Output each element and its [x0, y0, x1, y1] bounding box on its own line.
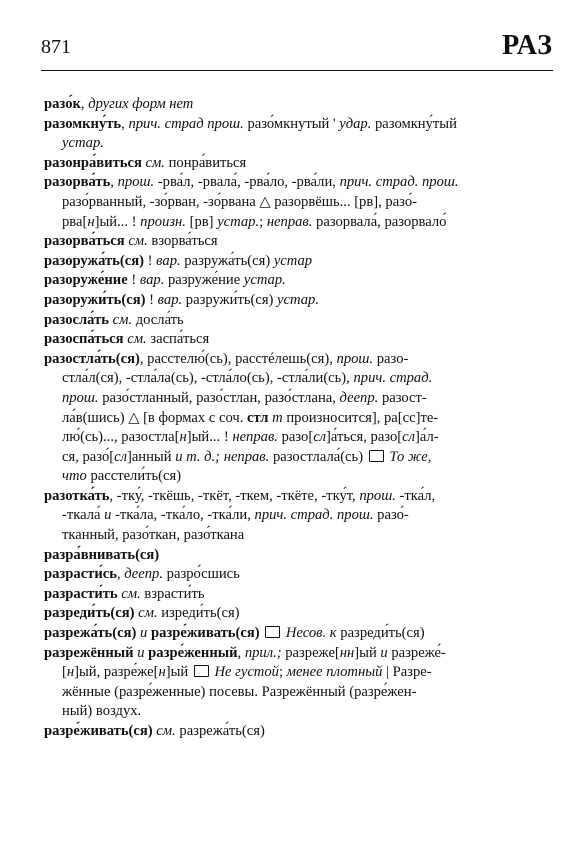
italic-label: сл — [313, 429, 327, 446]
dictionary-entry — [44, 585, 554, 605]
entry-text: , — [116, 566, 125, 583]
entry-first-line — [44, 252, 554, 272]
italic-label: н — [158, 664, 166, 681]
entry-text: лю́(сь)..., разостла[ — [62, 429, 180, 446]
entry-continuation-line — [62, 683, 554, 703]
italic-label: менее плотный — [286, 664, 383, 681]
entry-continuation-line — [62, 193, 554, 213]
italic-label: сл — [402, 429, 415, 446]
entry-text: произносится], ра[с — [282, 409, 410, 426]
entry-text: -рва́л, -рвала́, -рва́ло, -рва́ли, — [154, 174, 340, 191]
entry-first-line — [44, 154, 554, 174]
headword: разоспа́ться — [44, 331, 124, 348]
entry-first-line — [44, 291, 554, 311]
entry-text: -тка́ла, -тка́ло, -тка́ли, — [111, 507, 255, 524]
entry-text: ]а́л- — [414, 429, 439, 446]
entry-continuation-line — [62, 134, 554, 154]
running-head: РАЗ — [502, 30, 553, 61]
italic-label: н — [66, 664, 75, 681]
italic-label: Не густой — [214, 664, 279, 681]
italic-label: прич. страд. — [353, 370, 433, 387]
entry-text — [260, 625, 264, 641]
headword: разра́внивать(ся) — [44, 546, 160, 563]
dictionary-entry — [44, 330, 554, 350]
italic-label: удар. — [339, 115, 372, 132]
entry-first-line — [44, 232, 554, 252]
entry-first-line — [44, 624, 554, 644]
entry-text: разо́рванный, -зо́рван, -зо́рвана △ разорвёшь... [рв — [62, 193, 374, 210]
italic-label: произн. — [140, 213, 186, 230]
entry-text: взорва́ться — [147, 233, 218, 250]
headword: разо́к — [44, 96, 81, 112]
headword: разрежённый — [44, 644, 134, 661]
entry-text: разрежа́ть(ся) — [175, 723, 265, 739]
dictionary-entry — [44, 173, 554, 232]
entry-text: ся, разо́[ — [62, 448, 115, 465]
headword: разорва́ть — [44, 174, 111, 191]
entry-text: ]ый... ! — [94, 213, 141, 230]
italic-label: прош. — [62, 389, 99, 406]
entry-text: ]ый — [165, 664, 192, 681]
italic-label: других форм нет — [88, 96, 194, 112]
entry-first-line — [44, 173, 554, 193]
entry-continuation-line — [62, 702, 554, 722]
italic-label: и — [380, 644, 388, 661]
entry-text: в — [201, 213, 209, 230]
entry-continuation-line — [62, 448, 554, 468]
entry-text: разружи́ть(ся) — [182, 291, 278, 308]
entry-first-line — [44, 350, 554, 370]
entry-text: разреди́ть(ся) — [336, 625, 425, 642]
entry-continuation-line — [62, 663, 554, 683]
italic-label: вар. — [139, 272, 165, 289]
entry-text: разо́стланный, разо́стлан, разо́стлана, — [98, 389, 340, 406]
entry-text: ; — [278, 664, 287, 681]
definition-box-icon — [265, 626, 280, 638]
italic-label: деепр. — [124, 566, 164, 583]
entry-continuation-line — [62, 369, 554, 389]
entry-continuation-line — [62, 409, 554, 429]
entry-text: ]ый, разре́же[ — [74, 664, 159, 681]
entry-text: | Разре- — [382, 664, 432, 681]
header-rule — [41, 70, 553, 71]
dictionary-entry — [44, 291, 554, 311]
entry-text: разруже́ние — [164, 272, 244, 289]
headword: разорва́ться — [44, 233, 125, 250]
headword: стл — [247, 409, 269, 426]
italic-label: прош. — [117, 174, 155, 191]
italic-label: и — [104, 507, 112, 524]
entry-text: разомкну́тый — [371, 115, 457, 132]
dictionary-entry — [44, 487, 554, 546]
entry-text: разо́мкнутый ' — [243, 115, 340, 132]
dictionary-entry — [44, 644, 554, 722]
entry-text: ]ый... ! — [186, 429, 233, 446]
entry-text: ]те- — [415, 409, 439, 426]
entry-first-line — [44, 722, 554, 742]
entry-text: , -тку́, -ткёшь, -ткёт, -ткем, -ткёте, -тку́т, — [109, 487, 360, 504]
entry-text: [ — [62, 664, 67, 681]
headword: разотка́ть — [44, 487, 110, 504]
italic-label: вар. — [157, 291, 183, 308]
entry-text: расстели́ть(ся) — [86, 468, 182, 485]
definition-box-icon — [194, 665, 209, 677]
entry-text: ]анный — [126, 448, 176, 465]
dictionary-entry — [44, 604, 554, 624]
entry-continuation-line — [62, 506, 554, 526]
headword: разоружа́ть(ся) — [44, 252, 144, 269]
italic-label: прич. страд. прош. — [254, 507, 374, 524]
dictionary-entry — [44, 350, 554, 487]
entry-text: разост- — [378, 389, 427, 406]
italic-label: неправ. — [232, 429, 278, 446]
entry-text: , — [80, 96, 89, 112]
entry-text: ] — [208, 213, 218, 230]
entry-first-line — [44, 271, 554, 291]
entry-first-line — [44, 487, 554, 507]
italic-label: н — [179, 429, 187, 446]
italic-label: неправ. — [266, 213, 313, 230]
headword: разоруже́ние — [44, 272, 128, 289]
entry-text: разреже[ — [281, 644, 340, 661]
entry-continuation-line — [62, 389, 554, 409]
entry-text: понра́виться — [164, 154, 247, 171]
italic-label: прил.; — [244, 644, 282, 661]
entry-text: ный) воздух. — [62, 703, 142, 720]
italic-label: см. — [128, 233, 148, 250]
entry-continuation-line — [62, 428, 554, 448]
italic-label: устар — [273, 252, 313, 269]
entry-first-line — [44, 95, 554, 115]
entry-text: разреже́- — [387, 644, 446, 661]
headword: разрежа́ть(ся) — [44, 625, 137, 642]
entry-first-line — [44, 604, 554, 624]
entry-text: рва[ — [62, 213, 88, 230]
italic-label: прош. — [359, 487, 396, 504]
entry-first-line — [44, 644, 554, 664]
italic-label: вар. — [156, 252, 181, 269]
headword: разрасти́ть — [44, 585, 118, 602]
entry-first-line — [44, 585, 554, 605]
entry-text: разо- — [373, 350, 409, 367]
entries-list — [44, 95, 554, 742]
headword: разостла́ть(ся) — [44, 350, 140, 367]
headword: разосла́ть — [44, 311, 109, 328]
headword: разре́живать(ся) — [44, 723, 153, 739]
dictionary-entry — [44, 624, 554, 644]
entry-text: жённые (разре́женные) посевы. Разрежённый (разре́жен- — [62, 683, 417, 700]
italic-label: см. — [112, 311, 133, 328]
entry-text: разорвала́, разорвало́ — [312, 213, 447, 230]
headword: разонра́виться — [44, 154, 142, 171]
dictionary-entry — [44, 565, 554, 585]
entry-text: , — [237, 644, 245, 661]
italic-label: То же, — [389, 448, 432, 465]
entry-first-line — [44, 115, 554, 135]
definition-box-icon — [369, 450, 384, 462]
entry-text: ], разо́- — [373, 193, 418, 210]
entry-text: с — [409, 409, 416, 426]
dictionary-entry — [44, 232, 554, 252]
entry-continuation-line — [62, 526, 554, 546]
entry-text: , расстелю́(сь), расстéлешь(ся), — [139, 350, 337, 367]
entry-text: ла́в(шись) △ [в формах с соч. — [62, 409, 248, 426]
entry-text: ! — [144, 252, 157, 269]
italic-label: и — [137, 644, 145, 661]
dictionary-entry — [44, 95, 554, 115]
entry-continuation-line — [62, 213, 554, 233]
entry-text: [р — [185, 213, 202, 230]
italic-label: см. — [127, 331, 147, 348]
italic-label: см. — [156, 723, 176, 739]
italic-label: Несов. — [285, 625, 327, 642]
italic-label: устар. — [62, 135, 104, 152]
headword: разомкну́ть — [44, 115, 122, 132]
entry-first-line — [44, 330, 554, 350]
dictionary-entry — [44, 311, 554, 331]
headword: разре́женный — [148, 644, 238, 661]
italic-label: сл — [114, 448, 127, 465]
entry-text: взрасти́ть — [140, 585, 205, 602]
entry-text: , — [121, 115, 129, 132]
headword: разре́живать(ся) — [150, 625, 260, 642]
entry-text: разружа́ть(ся) — [180, 252, 274, 269]
dictionary-entry — [44, 271, 554, 291]
entry-continuation-line — [62, 467, 554, 487]
italic-label: н — [87, 213, 95, 230]
headword: разоружи́ть(ся) — [44, 291, 146, 308]
dictionary-entry — [44, 546, 554, 566]
italic-label: и — [140, 625, 148, 642]
italic-label: деепр. — [339, 389, 379, 406]
entry-text: -ткала́ — [62, 507, 105, 524]
italic-label: устар. — [217, 213, 260, 230]
entry-text: ; — [259, 213, 267, 230]
italic-label: прош. — [336, 350, 374, 367]
italic-label: что — [62, 468, 87, 485]
italic-label: к — [329, 625, 337, 642]
italic-label: см. — [138, 605, 158, 622]
entry-text: разро́сшись — [163, 566, 240, 583]
entry-first-line — [44, 311, 554, 331]
entry-text: ! — [127, 272, 140, 289]
dictionary-entry — [44, 115, 554, 154]
entry-first-line — [44, 565, 554, 585]
italic-label: и т. д.; — [175, 448, 221, 465]
italic-label: устар. — [277, 291, 319, 308]
entry-text: досла́ть — [132, 311, 184, 328]
italic-label: нн — [339, 644, 355, 661]
entry-text: заспа́ться — [146, 331, 210, 348]
page-number: 871 — [41, 36, 71, 58]
entry-text: разо́- — [373, 507, 409, 524]
entry-text: разо[ — [277, 429, 314, 446]
entry-text: ]а́ться, разо[ — [326, 429, 403, 446]
headword: разреди́ть(ся) — [44, 605, 135, 622]
entry-text: -тка́л, — [395, 487, 436, 504]
entry-text: разостлала́(сь) — [269, 448, 367, 465]
entry-text: ! — [145, 291, 158, 308]
entry-text: стла́л(ся), -стла́ла(сь), -стла́ло(сь), -стла́ли(сь), — [62, 370, 354, 387]
italic-label: прич. страд. прош. — [339, 174, 459, 191]
headword: разрасти́сь — [44, 566, 117, 583]
italic-label: неправ. — [223, 448, 270, 465]
entry-text: , — [110, 174, 118, 191]
italic-label: т — [272, 409, 283, 426]
entry-first-line — [44, 546, 554, 566]
entry-text: тканный, разо́ткан, разо́ткана — [62, 527, 245, 544]
dictionary-entry — [44, 722, 554, 742]
entry-text: ]ый — [354, 644, 381, 661]
dictionary-entry — [44, 154, 554, 174]
italic-label: устар. — [243, 272, 286, 289]
italic-label: прич. страд прош. — [128, 115, 244, 132]
entry-text: изреди́ть(ся) — [157, 605, 240, 622]
italic-label: см. — [121, 585, 141, 602]
italic-label: см. — [145, 154, 165, 171]
dictionary-entry — [44, 252, 554, 272]
